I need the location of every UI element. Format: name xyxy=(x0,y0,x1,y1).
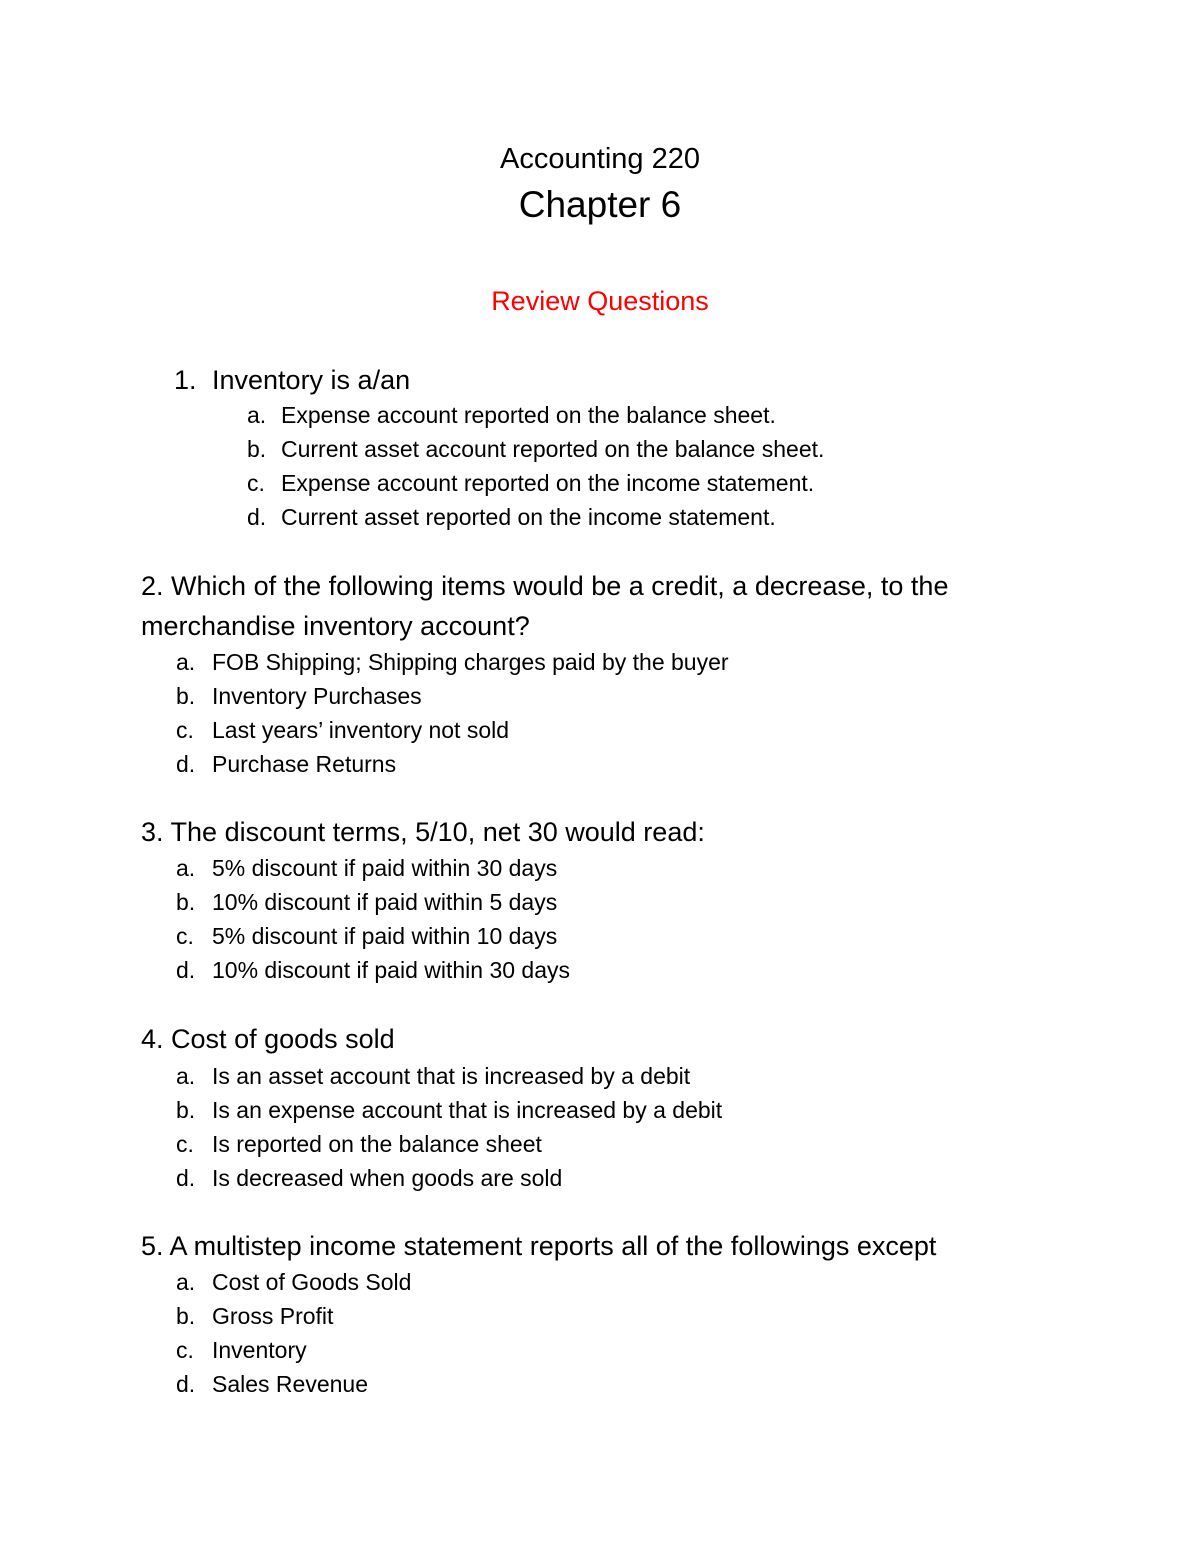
option-letter: b. xyxy=(176,683,196,709)
option xyxy=(176,747,729,781)
option xyxy=(247,466,824,500)
question-number: 4. xyxy=(141,1024,164,1054)
option-letter: c. xyxy=(176,923,194,949)
option-text: 10% discount if paid within 30 days xyxy=(212,957,570,983)
option xyxy=(176,645,729,679)
option-letter: c. xyxy=(247,470,265,496)
question-3-options xyxy=(176,851,570,987)
option-text: Inventory Purchases xyxy=(212,683,422,709)
option xyxy=(176,1367,411,1401)
option xyxy=(247,500,824,534)
option-text: Is an asset account that is increased by a debit xyxy=(212,1063,691,1089)
question-text: Which of the following items would be a credit, a decrease, to the merchandise inventory account? xyxy=(141,571,949,641)
option-text: Expense account reported on the balance sheet. xyxy=(281,402,776,428)
question-2-options xyxy=(176,645,729,781)
option xyxy=(176,885,570,919)
option-text: Gross Profit xyxy=(212,1303,334,1329)
option xyxy=(176,1333,411,1367)
option-text: 10% discount if paid within 5 days xyxy=(212,889,558,915)
question-1 xyxy=(174,363,410,397)
option xyxy=(176,1161,722,1195)
option-text: Last years’ inventory not sold xyxy=(212,717,510,743)
option-letter: b. xyxy=(176,1097,196,1123)
question-5 xyxy=(141,1226,1041,1266)
option-letter: d. xyxy=(176,1371,196,1397)
option-letter: b. xyxy=(176,1303,196,1329)
question-number: 3. xyxy=(141,817,164,847)
option-letter: a. xyxy=(176,1269,196,1295)
option-text: 5% discount if paid within 10 days xyxy=(212,923,558,949)
option-letter: d. xyxy=(176,957,196,983)
option-text: 5% discount if paid within 30 days xyxy=(212,855,558,881)
question-number: 2. xyxy=(141,571,164,601)
option xyxy=(176,1093,722,1127)
option-letter: c. xyxy=(176,1337,194,1363)
question-text: The discount terms, 5/10, net 30 would read: xyxy=(170,817,705,847)
option-letter: a. xyxy=(247,402,267,428)
question-3 xyxy=(141,812,1041,852)
option xyxy=(176,1299,411,1333)
option xyxy=(176,713,729,747)
option-text: FOB Shipping; Shipping charges paid by the buyer xyxy=(212,649,729,675)
question-4 xyxy=(141,1019,1041,1059)
question-4-options xyxy=(176,1059,722,1195)
option xyxy=(176,679,729,713)
option-letter: d. xyxy=(247,504,267,530)
question-text: Inventory is a/an xyxy=(212,365,411,395)
option-text: Is an expense account that is increased by a debit xyxy=(212,1097,723,1123)
option-letter: a. xyxy=(176,1063,196,1089)
question-number: 1. xyxy=(174,365,197,395)
question-text: A multistep income statement reports all of the followings except xyxy=(169,1231,937,1261)
option-text: Purchase Returns xyxy=(212,751,397,777)
question-text: Cost of goods sold xyxy=(171,1024,395,1054)
option-text: Sales Revenue xyxy=(212,1371,368,1397)
question-2 xyxy=(141,566,1041,646)
option-text: Expense account reported on the income statement. xyxy=(281,470,815,496)
option-letter: a. xyxy=(176,855,196,881)
option xyxy=(176,1127,722,1161)
question-5-options xyxy=(176,1265,411,1401)
option-text: Cost of Goods Sold xyxy=(212,1269,412,1295)
option-text: Current asset reported on the income statement. xyxy=(281,504,776,530)
chapter-title: Chapter 6 xyxy=(518,184,682,225)
option-letter: b. xyxy=(176,889,196,915)
section-title: Review Questions xyxy=(491,286,709,316)
option-text: Current asset account reported on the balance sheet. xyxy=(281,436,825,462)
option xyxy=(247,398,824,432)
option xyxy=(176,953,570,987)
option-letter: d. xyxy=(176,751,196,777)
option xyxy=(176,851,570,885)
option-letter: b. xyxy=(247,436,267,462)
option xyxy=(176,1059,722,1093)
option-letter: c. xyxy=(176,717,194,743)
option xyxy=(247,432,824,466)
option xyxy=(176,919,570,953)
option-text: Is reported on the balance sheet xyxy=(212,1131,542,1157)
option-letter: a. xyxy=(176,649,196,675)
question-number: 5. xyxy=(141,1231,164,1261)
option-text: Inventory xyxy=(212,1337,307,1363)
question-1-options xyxy=(247,398,824,534)
option-text: Is decreased when goods are sold xyxy=(212,1165,563,1191)
option-letter: c. xyxy=(176,1131,194,1157)
course-title: Accounting 220 xyxy=(500,143,700,175)
option-letter: d. xyxy=(176,1165,196,1191)
option xyxy=(176,1265,411,1299)
